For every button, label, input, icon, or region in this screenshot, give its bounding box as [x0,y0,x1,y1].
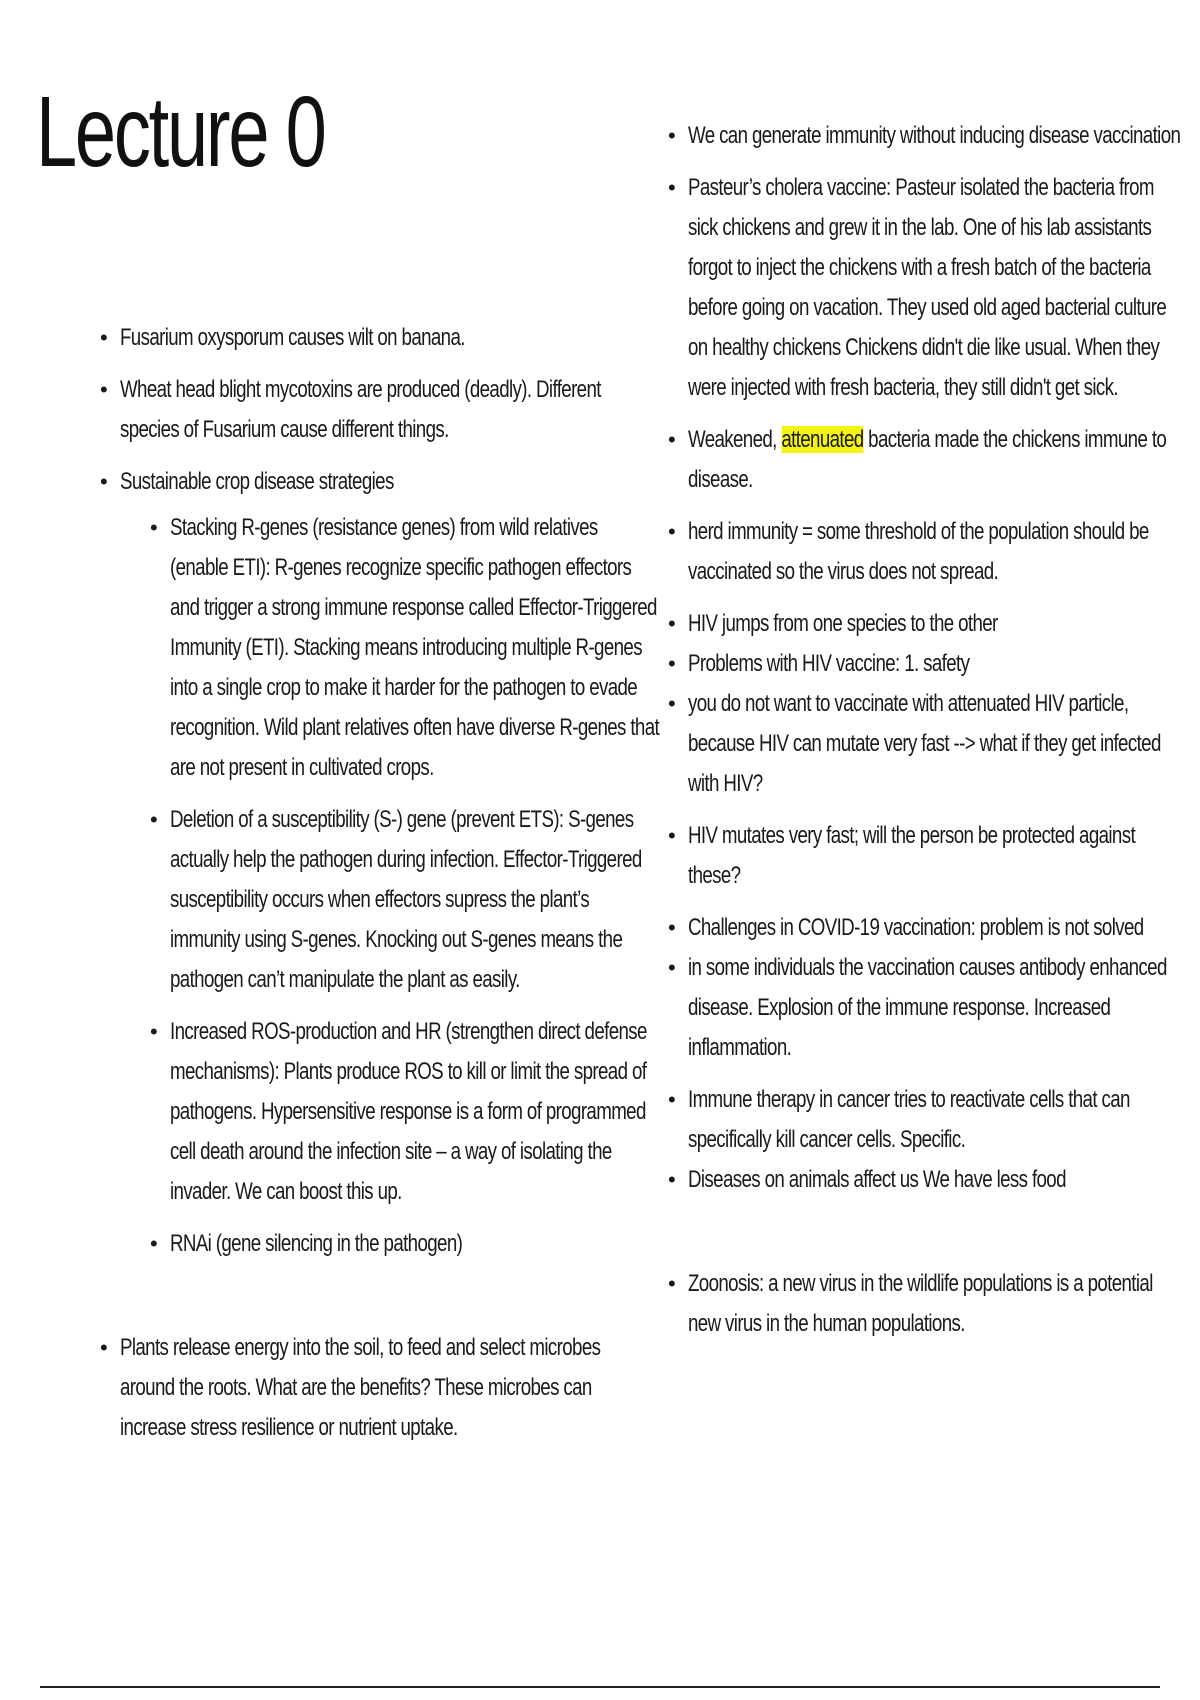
sub-bullet-r-genes: • Stacking R-genes (resistance genes) from wild relatives (enable ETI): R-genes recognize specific pathogen effectors and trigger a strong immune response called Effector-Triggered Immunity (ETI). Stacking means introducing multiple R-genes into a single crop to make it harder for the pathogen to evade recognition. Wild plant relatives often have diverse R-genes that are not present in cultivated crops. [150,508,660,788]
sub-bullet-s-gene: • Deletion of a susceptibility (S-) gene (prevent ETS): S-genes actually help the pathogen during infection. Effector-Triggered susceptibility occurs when effectors supress the plant’s immunity using S-genes. Knocking out S-genes means the pathogen can’t manipulate the plant as easily. [150,800,660,1000]
bullet-antibody-enhanced: • in some individuals the vaccination causes antibody enhanced disease. Explosion of the immune response. Increased inflammation. [668,948,1188,1068]
bullet-hiv-jumps: • HIV jumps from one species to the other [668,604,1188,644]
page-title: Lecture 0 [36,76,325,188]
bullet-hiv-mutates: • HIV mutates very fast; will the person be protected against these? [668,816,1188,896]
bullet-attenuated: • Weakened, attenuated bacteria made the chickens immune to disease. [668,420,1188,500]
sub-bullet-ros-hr: • Increased ROS-production and HR (strengthen direct defense mechanisms): Plants produce ROS to kill or limit the spread of pathogens. Hypersensitive response is a form of programmed cell death around the infection site – a way of isolating the invader. We can boost this up. [150,1012,660,1212]
right-bullet-list [668,116,1188,1344]
bullet-sustainable-strategies: • Sustainable crop disease strategies • Stacking R-genes (resistance genes) from wild relatives (enable ETI): R-genes recognize specific pathogen effectors and trigger a strong immune response called Effector-Triggered Immunity (ETI). Stacking means introducing multiple R-genes into a single crop to make it harder for the pathogen to evade recognition. Wild plant relatives often have diverse R-genes that are not present in cultivated crops. • Deletion of a susceptibility (S-) gene (prevent ETS): S-genes actually help the pathogen during infection. Effector-Triggered susceptibility occurs when effectors supress the plant’s immunity using S-genes. Knocking out S-genes means the pathogen can’t manipulate the plant as easily. • Increased ROS-production and HR (strengthen direct defense mechanisms): Plants produce ROS to kill or limit the spread of pathogens. Hypersensitive response is a form of programmed cell death around the infection site – a way of isolating the invader. We can boost this up. • RNAi (gene silencing in the pathogen) [100,462,660,1264]
left-column [100,318,660,1448]
strategies-sublist [150,508,660,1264]
left-bullet-list [100,318,660,1448]
bullet-hiv-problems: • Problems with HIV vaccine: 1. safety [668,644,1188,684]
bullet-cancer-therapy: • Immune therapy in cancer tries to reactivate cells that can specifically kill cancer cells. Specific. [668,1080,1188,1160]
bullet-wheat-head-blight: • Wheat head blight mycotoxins are produced (deadly). Different species of Fusarium cause different things. [100,370,660,450]
bullet-soil-microbes: • Plants release energy into the soil, to feed and select microbes around the roots. What are the benefits? These microbes can increase stress resilience or nutrient uptake. [100,1328,660,1448]
bullet-pasteur: • Pasteur’s cholera vaccine: Pasteur isolated the bacteria from sick chickens and grew it in the lab. One of his lab assistants forgot to inject the chickens with a fresh batch of the bacteria before going on vacation. They used old aged bacterial culture on healthy chickens Chickens didn't die like usual. When they were injected with fresh bacteria, they still didn't get sick. [668,168,1188,408]
bullet-hiv-attenuated: • you do not want to vaccinate with attenuated HIV particle, because HIV can mutate very fast --> what if they get infected with HIV? [668,684,1188,804]
bullet-herd-immunity: • herd immunity = some threshold of the population should be vaccinated so the virus does not spread. [668,512,1188,592]
bullet-vaccination: • We can generate immunity without inducing disease vaccination [668,116,1188,156]
bullet-fusarium: • Fusarium oxysporum causes wilt on banana. [100,318,660,358]
sub-bullet-rnai: • RNAi (gene silencing in the pathogen) [150,1224,660,1264]
bullet-zoonosis: • Zoonosis: a new virus in the wildlife populations is a potential new virus in the human populations. [668,1264,1188,1344]
bottom-divider [40,1686,1160,1688]
bullet-covid: • Challenges in COVID-19 vaccination: problem is not solved [668,908,1188,948]
right-column [668,116,1188,1344]
highlighted-word: attenuated [781,426,864,453]
bullet-animal-diseases: • Diseases on animals affect us We have less food [668,1160,1188,1200]
